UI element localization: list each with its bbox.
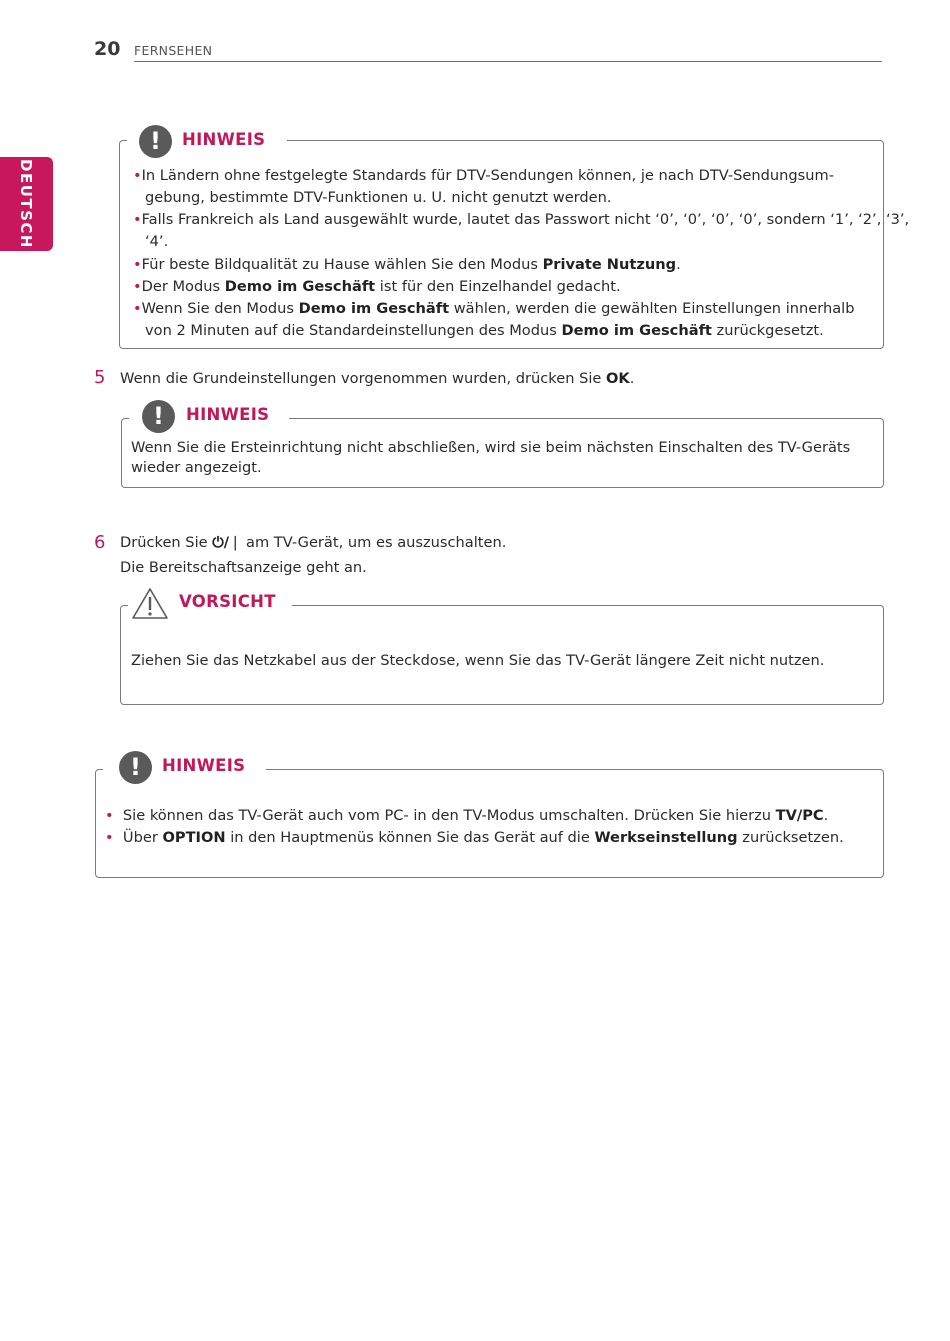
note1-item-4: •Der Modus Demo im Geschäft ist für den Einzelhandel gedacht. [133,278,621,295]
note-title: HINWEIS [182,130,266,149]
page-number: 20 [94,38,121,60]
note1-item-2: •Falls Frankreich als Land ausgewählt wurde, lautet das Passwort nicht ‘0’, ‘0’, ‘0’, ‘0’, sondern ‘1’, ‘2’, ‘3’, [133,211,910,228]
note-title: HINWEIS [186,405,270,424]
step6-text-2: Die Bereitschaftsanzeige geht an. [120,559,367,576]
note1-item-5-cont: von 2 Minuten auf die Standardeinstellungen des Modus Demo im Geschäft zurückgesetzt. [145,322,824,339]
step-number: 5 [94,367,106,388]
note3-item-1: • Sie können das TV-Gerät auch vom PC- in den TV-Modus umschalten. Drücken Sie hierzu TV/PC. [105,807,829,824]
note-icon: ! [142,400,175,433]
note1-item-3: •Für beste Bildqualität zu Hause wählen Sie den Modus Private Nutzung. [133,256,681,273]
note-title: HINWEIS [162,756,246,775]
power-button-symbol: ⏻/❘ [212,534,242,551]
note1-item-2-cont: ‘4’. [145,233,169,250]
note1-item-1: •In Ländern ohne festgelegte Standards für DTV-Sendungen können, je nach DTV-Sendungsum- [133,167,834,184]
language-tab [0,157,53,251]
step5-text: Wenn die Grundeinstellungen vorgenommen wurden, drücken Sie OK. [120,370,635,387]
note-icon: ! [119,751,152,784]
header-divider [134,61,882,62]
bullet: • [133,167,142,184]
note-icon: ! [139,125,172,158]
step-number: 6 [94,532,106,553]
note1-item-1-cont: gebung, bestimmte DTV-Funktionen u. U. nicht genutzt werden. [145,189,612,206]
warning-triangle-icon [131,587,169,620]
caution-title: VORSICHT [179,592,276,611]
caution-text: Ziehen Sie das Netzkabel aus der Steckdose, wenn Sie das TV-Gerät längere Zeit nicht nutzen. [131,652,825,669]
language-tab-label: DEUTSCH [17,159,35,249]
step6-text: Drücken Sie ⏻/❘ am TV-Gerät, um es auszuschalten. [120,534,507,551]
note2-text-1: Wenn Sie die Ersteinrichtung nicht abschließen, wird sie beim nächsten Einschalten des TV-Geräts [131,439,851,456]
note3-item-2: • Über OPTION in den Hauptmenüs können Sie das Gerät auf die Werkseinstellung zurücksetzen. [105,829,844,846]
note2-text-2: wieder angezeigt. [131,459,262,476]
note1-item-5: •Wenn Sie den Modus Demo im Geschäft wählen, werden die gewählten Einstellungen innerhalb [133,300,855,317]
section-title: FERNSEHEN [134,43,213,58]
